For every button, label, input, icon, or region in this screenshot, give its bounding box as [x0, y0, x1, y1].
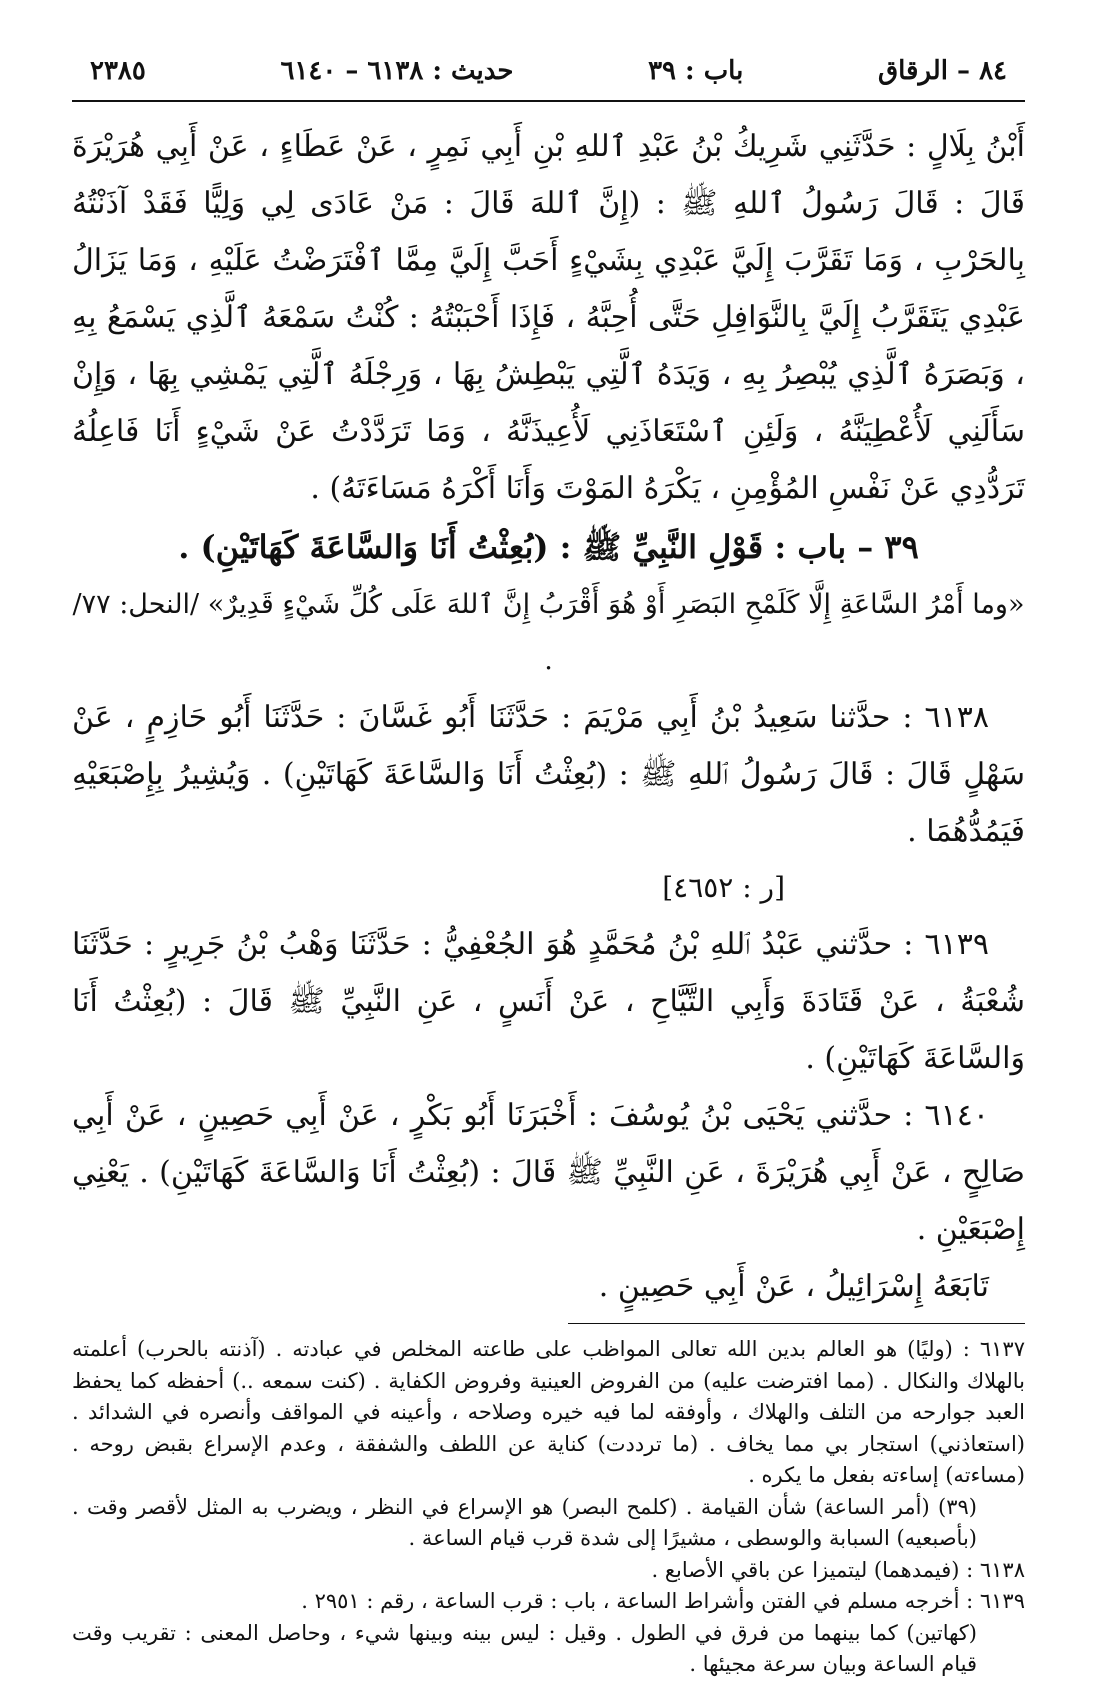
footnote-6139-explanation: (كهاتين) كما بينهما من فرق في الطول . وقيل : ليس بينه وبينها شيء ، وحاصل المعنى : تقريب وقت قيام الساعة وبيان سرعة مجيئها . [72, 1620, 977, 1676]
cross-reference: [ر : ٤٦٥٢] [662, 871, 785, 904]
hadith-6139: ٦١٣٩ : حدَّثني عَبْدُ ٱللهِ بْنُ مُحَمَّدٍ هُوَ الجُعْفِيُّ : حَدَّثَنَا وَهْبُ بْنُ جَرِيرٍ : حَدَّثَنَا شُعْبَةُ ، عَنْ قَتَادَةَ وَأَبِي التَّيَّاحِ ، عَنْ أَنَسٍ ، عَنِ النَّبِيِّ ﷺ قَالَ : (بُعِثْتُ أَنَا وَالسَّاعَةَ كَهَاتَيْنِ) . [72, 927, 1025, 1076]
page-number: ٢٣٨٥ [90, 56, 146, 86]
footnote-chapter-39: (٣٩) (أمر الساعة) شأن القيامة . (كلمح البصر) هو الإسراع في النظر ، ويضرب به المثل لأقصر وقت . (بأصبعيه) السبابة والوسطى ، مشيرًا إلى شدة قرب قيام الساعة . [72, 1494, 977, 1550]
footnote-6139: ٦١٣٩ : أخرجه مسلم في الفتن وأشراط الساعة ، باب : قرب الساعة ، رقم : ٢٩٥١ . [301, 1589, 1025, 1613]
hadith-6140: ٦١٤٠ : حدَّثني يَحْيَى بْنُ يُوسُفَ : أَخْبَرَنَا أَبُو بَكْرٍ ، عَنْ أَبِي حَصِينٍ ، عَنْ أَبِي صَالِحٍ ، عَنْ أَبِي هُرَيْرَةَ ، عَنِ النَّبِيِّ ﷺ قَالَ : (بُعِثْتُ أَنَا وَالسَّاعَةَ كَهَاتَيْنِ) . يَعْنِي إِصْبَعَيْنِ . [72, 1098, 1025, 1247]
hadith-6138: ٦١٣٨ : حدَّثنا سَعِيدُ بْنُ أَبِي مَرْيَمَ : حَدَّثَنَا أَبُو غَسَّانَ : حَدَّثَنَا أَبُو حَازِمٍ ، عَنْ سَهْلٍ قَالَ : قَالَ رَسُولُ ٱللهِ ﷺ : (بُعِثْتُ أَنَا وَالسَّاعَةَ كَهَاتَيْنِ) . وَيُشِيرُ بِإِصْبَعَيْهِ فَيَمُدُّهُمَا . [72, 700, 1025, 849]
footnote-rule [568, 1323, 1025, 1324]
footnote-6137: ٦١٣٧ : (وليًا) هو العالم بدين الله تعالى المواظب على طاعته المخلص في عبادته . (آذنته بالحرب) أعلمته بالهلاك والنكال . (مما افترضت عليه) من الفروض العينية وفروض الكفاية . (كنت سمعه ..) أحفظه كما يحفظ العبد جوارحه من التلف والهلاك ، وأوفقه لما فيه خيره وصلاحه ، وأعينه في المواقف وأنصره في الشدائد . (استعاذني) استجار بي مما يخاف . (ما ترددت) كناية عن اللطف والشفقة ، وعدم الإسراع بقبض روحه . (مساءته) إساءته بفعل ما يكره . [72, 1337, 1025, 1487]
header-chapter: ٨٤ – الرقاق [877, 56, 1007, 86]
header-hadith-range: حديث : ٦١٣٨ – ٦١٤٠ [280, 56, 514, 86]
footnotes [72, 1334, 1025, 1681]
header-rule [72, 100, 1025, 102]
chapter-heading: ٣٩ – باب : قَوْلِ النَّبِيِّ ﷺ : (بُعِثْتُ أَنَا وَالسَّاعَةَ كَهَاتَيْنِ) . [178, 528, 919, 566]
running-header [72, 52, 1025, 90]
quran-verse: «وما أَمْرُ السَّاعَةِ إِلَّا كَلَمْحِ البَصَرِ أَوْ هُوَ أَقْرَبُ إِنَّ ٱللهَ عَلَى كُلِّ شَيْءٍ قَدِيرٌ» /النحل: ٧٧/ . [72, 589, 1025, 676]
footnote-6138: ٦١٣٨ : (فيمدهما) ليتميزا عن باقي الأصابع . [651, 1557, 1025, 1582]
header-chapter-number: باب : ٣٩ [648, 56, 744, 86]
main-text [72, 118, 1025, 1315]
hadith-6137-continuation: أَبْنُ بِلَالٍ : حَدَّثَنِي شَرِيكُ بْنُ عَبْدِ ٱللهِ بْنِ أَبِي نَمِرٍ ، عَنْ عَطَاءٍ ، عَنْ أَبِي هُرَيْرَةَ قَالَ : قَالَ رَسُولُ ٱللهِ ﷺ : (إِنَّ ٱللهَ قَالَ : مَنْ عَادَى لِي وَلِيًّا فَقَدْ آذَنْتُهُ بِالحَرْبِ ، وَمَا تَقَرَّبَ إِلَيَّ عَبْدِي بِشَيْءٍ أَحَبَّ إِلَيَّ مِمَّا ٱفْتَرَضْتُ عَلَيْهِ ، وَمَا يَزَالُ عَبْدِي يَتَقَرَّبُ إِلَيَّ بِالنَّوَافِلِ حَتَّى أُحِبَّهُ ، فَإِذَا أَحْبَبْتُهُ : كُنْتُ سَمْعَهُ ٱلَّذِي يَسْمَعُ بِهِ ، وَبَصَرَهُ ٱلَّذِي يُبْصِرُ بِهِ ، وَيَدَهُ ٱلَّتِي يَبْطِشُ بِهَا ، وَرِجْلَهُ ٱلَّتِي يَمْشِي بِهَا ، وَإِنْ سَأَلَنِي لَأُعْطِيَنَّهُ ، وَلَئِنِ ٱسْتَعَاذَنِي لَأُعِيذَنَّهُ ، وَمَا تَرَدَّدْتُ عَنْ شَيْءٍ أَنَا فَاعِلُهُ تَرَدُّدِي عَنْ نَفْسِ المُؤْمِنِ ، يَكْرَهُ المَوْتَ وَأَنَا أَكْرَهُ مَسَاءَتَهُ) . [72, 129, 1025, 506]
follow-up-narration: تَابَعَهُ إِسْرَائِيلُ ، عَنْ أَبِي حَصِينٍ . [598, 1269, 989, 1304]
